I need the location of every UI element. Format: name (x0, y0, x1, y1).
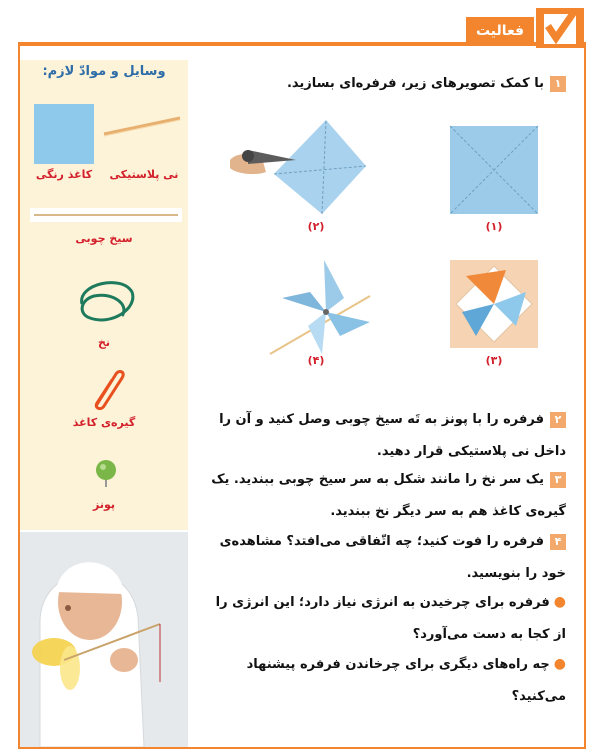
material-label: سیخ چوبی (75, 232, 133, 245)
step-text: یک سر نخ را مانند شکل به سر سیخ چوبی ببندید. یک گیره‌ی کاغذ هم به سر دیگر نخ ببندید. (211, 472, 566, 519)
step-4 (206, 526, 566, 590)
material-label: کاغذ رنگی (35, 168, 93, 181)
girl-blowing-pinwheel-photo (20, 532, 188, 747)
figure-caption: (۳) (485, 354, 503, 367)
question-1 (206, 586, 566, 651)
straw-icon (100, 112, 184, 140)
question-text: فرفره برای چرخیدن به انرژی نیاز دارد؛ این انرژی را از کجا به دست می‌آورد؟ (215, 595, 566, 642)
step-text: با کمک تصویرهای زیر، فرفره‌ای بسازید. (286, 76, 544, 91)
photo-illustration (20, 532, 188, 747)
material-label: نخ (97, 336, 111, 349)
material-label: پونز (93, 498, 115, 511)
colored-paper-icon (34, 104, 94, 164)
question-text: چه راه‌های دیگری برای چرخاندن فرفره پیشنهاد می‌کنید؟ (246, 657, 566, 704)
bullet-icon: ● (553, 594, 566, 610)
materials-title: وسایل و موادّ لازم: (42, 64, 166, 79)
figure-3-folding-corners (446, 256, 542, 352)
step-text: فرفره را با پونز به تَه سیخ چوبی وصل کنید و آن را داخل نی پلاستیکی قرار دهید. (219, 412, 566, 459)
thread-icon (72, 274, 142, 338)
pushpin-icon (92, 458, 120, 488)
step-3 (206, 464, 566, 528)
main-content (196, 60, 580, 745)
step-1 (206, 68, 566, 100)
material-label: نی پلاستیکی (109, 168, 179, 181)
step-text: فرفره را فوت کنید؛ چه اتّفاقی می‌افتد؟ مشاهده‌ی خود را بنویسید. (219, 534, 566, 581)
bullet-icon: ● (553, 656, 566, 672)
step-number: ۱ (550, 76, 566, 92)
figure-2-cutting-diagonals (226, 112, 396, 222)
step-2 (206, 404, 566, 468)
activity-tab: فعالیت (466, 17, 534, 46)
step-number: ۳ (550, 472, 566, 488)
figure-caption: (۲) (307, 220, 325, 233)
figure-caption: (۱) (485, 220, 503, 233)
wooden-skewer-icon (30, 208, 182, 222)
material-label: گیره‌ی کاغذ (72, 416, 136, 429)
paper-clip-icon (86, 366, 126, 412)
checkmark-icon (536, 8, 584, 48)
materials-panel (20, 60, 188, 530)
figure-1-folded-square (446, 122, 542, 218)
figure-4-finished-pinwheel (260, 256, 380, 356)
step-number: ۲ (550, 412, 566, 428)
step-number: ۴ (550, 534, 566, 550)
figure-caption: (۴) (307, 354, 325, 367)
question-2 (206, 648, 566, 713)
